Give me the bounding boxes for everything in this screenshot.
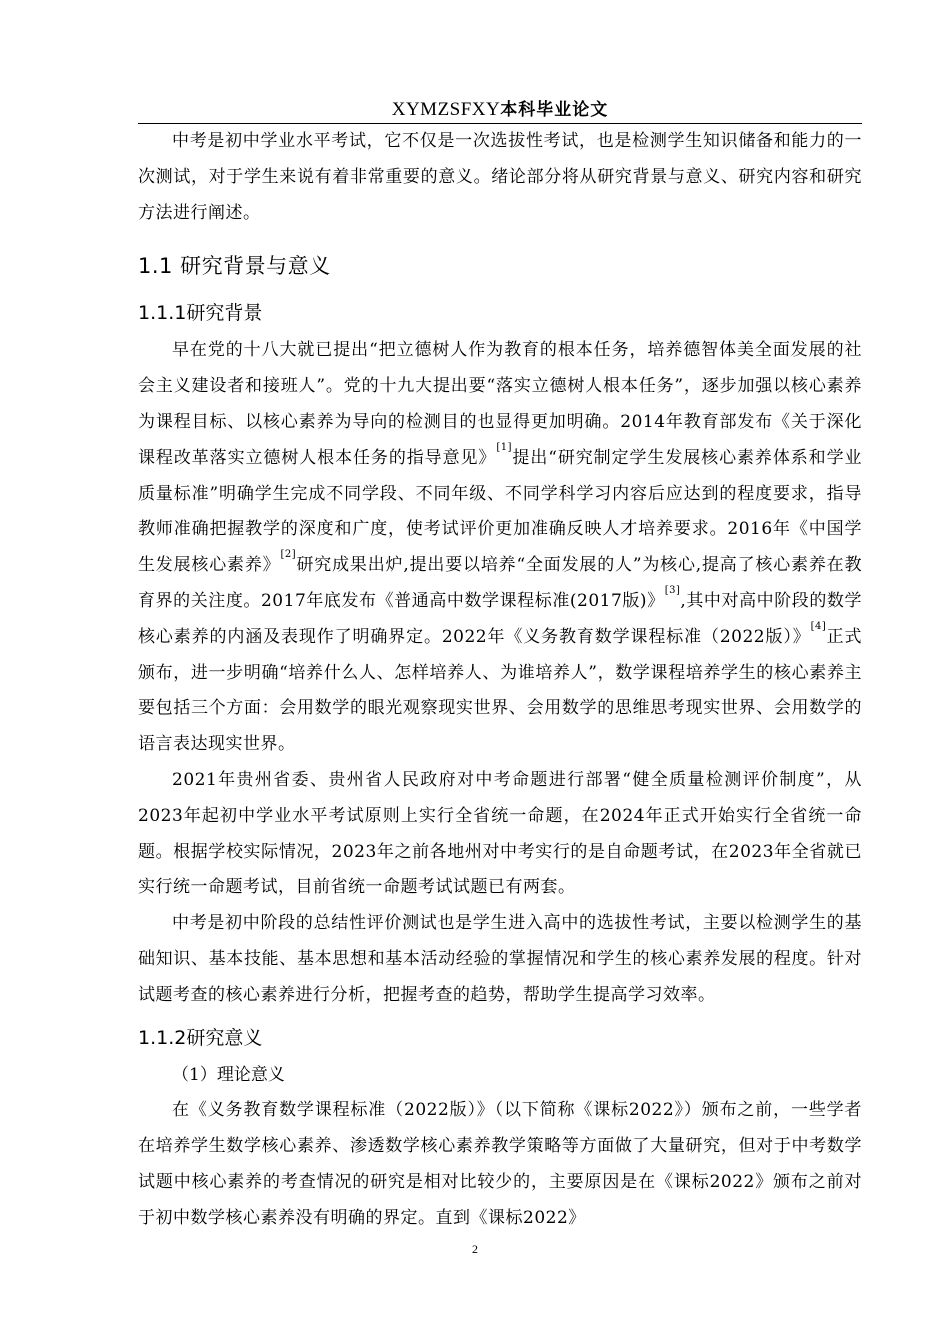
citation-3: [3] <box>664 584 681 596</box>
page-header <box>138 96 862 124</box>
citation-1: [1] <box>496 441 512 453</box>
background-text-b: 提出“研究制定学生发展核心素养体系和学业质量标准”明确学生完成不同学段、不同年级、不同学科学习内容后应达到的程度要求，指导教师准确把握教学的深度和广度，使考试评价更加准确反映人才培养要求。2016年《中国学生发展核心素养》 <box>138 447 862 576</box>
citation-2: [2] <box>280 549 297 561</box>
background-paragraph-1 <box>138 333 862 763</box>
subsection-heading-1-1-1: 1.1.1研究背景 <box>138 302 263 325</box>
significance-paragraph-1: 在《义务教育数学课程标准（2022版）》（以下简称《课标2022》）颁布之前，一些学者在培养学生数学核心素养、渗透数学核心素养教学策略等方面做了大量研究，但对于中考数学试题中核心素养的考查情况的研究是相对比较少的，主要原因是在《课标2022》颁布之前对于初中数学核心素养没有明确的界定。直到《课标2022》 <box>138 1100 862 1228</box>
background-paragraph-3: 中考是初中阶段的总结性评价测试也是学生进入高中的选拔性考试，主要以检测学生的基础知识、基本技能、基本思想和基本活动经验的掌握情况和学生的核心素养发展的程度。针对试题考查的核心素养进行分析，把握考查的趋势，帮助学生提高学习效率。 <box>138 913 862 1005</box>
citation-4: [4] <box>810 620 827 632</box>
header-code: XYMZSFXY <box>391 99 501 120</box>
background-text-c: 研究成果出炉,提出要以培养“全面发展的人”为核心,提高了核心素养在教育界的关注度。2017年底发布《普通高中数学课程标准(2017版)》 <box>138 555 862 611</box>
section-heading-1-1: 1.1 研究背景与意义 <box>138 254 331 279</box>
background-text-d: ,其中对高中阶段的数学核心素养的内涵及表现作了明确界定。2022年《义务教育数学课程标准（2022版）》 <box>138 590 863 647</box>
background-text-e: 正式颁布，进一步明确“培养什么人、怎样培养人、为谁培养人”，数学课程培养学生的核心素养主要包括三个方面：会用数学的眼光观察现实世界、会用数学的思维思考现实世界、会用数学的语言表达现实世界。 <box>138 626 862 755</box>
subsection-heading-1-1-2: 1.1.2研究意义 <box>138 1026 263 1049</box>
background-text-a: 早在党的十八大就已提出“把立德树人作为教育的根本任务，培养德智体美全面发展的社会主义建设者和接班人”。党的十九大提出要“落实立德树人根本任务”，逐步加强以核心素养为课程目标、以核心素养为导向的检测目的也显得更加明确。2014年教育部发布《关于深化课程改革落实立德树人根本任务的指导意见》 <box>138 340 862 468</box>
page-number: 2 <box>472 1242 478 1256</box>
page-content <box>138 124 862 1237</box>
background-paragraph-2: 2021年贵州省委、贵州省人民政府对中考命题进行部署“健全质量检测评价制度”，从2023年起初中学业水平考试原则上实行全省统一命题，在2024年正式开始实行全省统一命题。根据学校实际情况，2023年之前各地州对中考实行的是自命题考试，在2023年全省就已实行统一命题考试，目前省统一命题考试试题已有两套。 <box>138 769 862 898</box>
intro-paragraph: 中考是初中学业水平考试，它不仅是一次选拔性考试，也是检测学生知识储备和能力的一次测试，对于学生来说有着非常重要的意义。绪论部分将从研究背景与意义、研究内容和研究方法进行阐述。 <box>138 131 862 223</box>
header-title: 本科毕业论文 <box>500 100 609 120</box>
list-item-theory-significance: （1）理论意义 <box>172 1064 285 1085</box>
